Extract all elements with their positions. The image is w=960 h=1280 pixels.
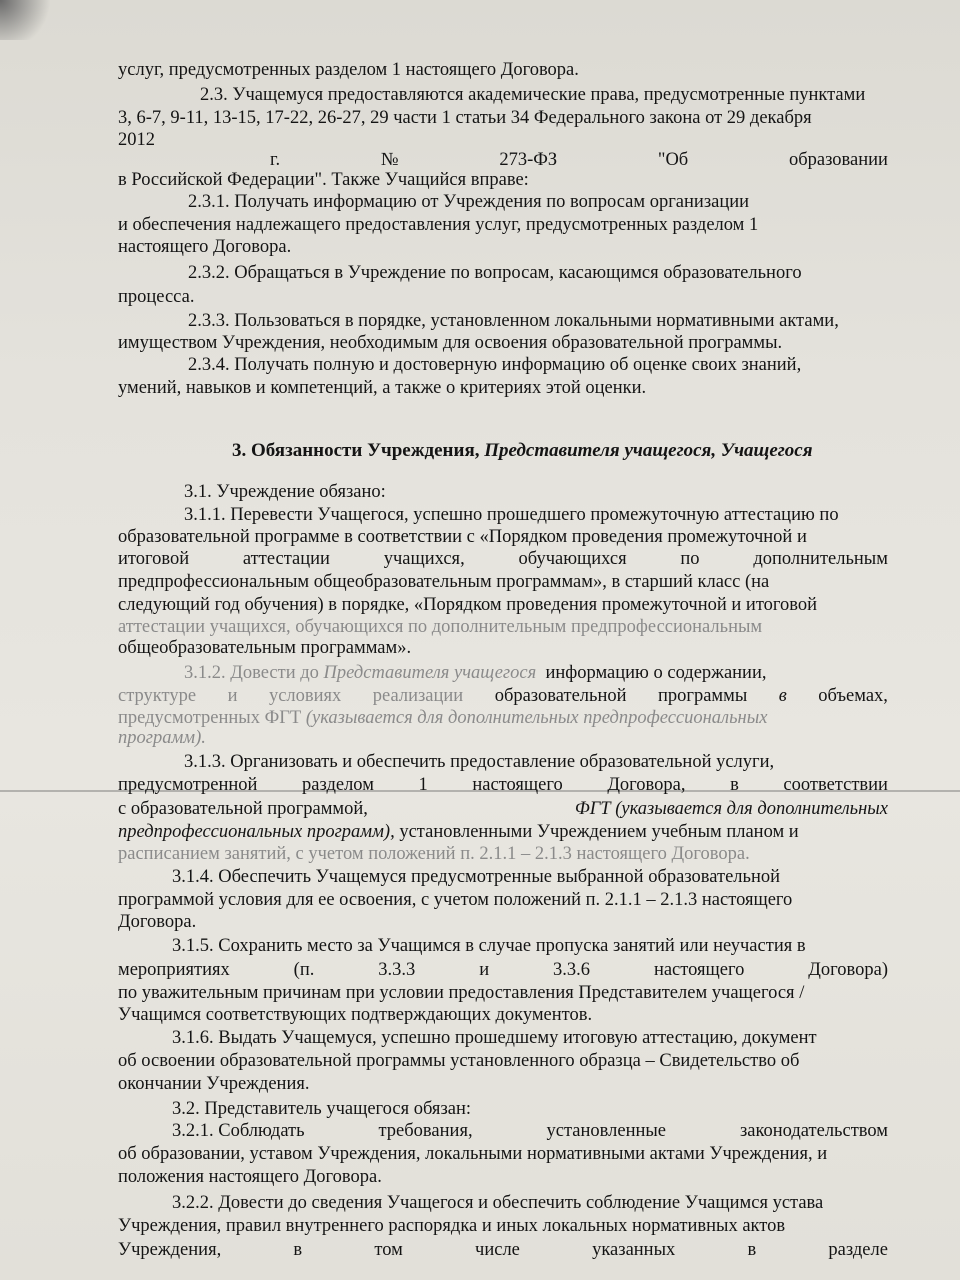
clause-3-1-6: 3.1.6. Выдать Учащемуся, успешно прошедшему итоговую аттестацию, документ [172, 1028, 817, 1048]
clause-3-1-3: 3.1.3. Организовать и обеспечить предоставление образовательной услуги, [184, 752, 775, 772]
text-line: положения настоящего Договора. [118, 1167, 382, 1187]
page-shadow [0, 0, 60, 40]
text-line: настоящего Договора. [118, 237, 292, 257]
text-line: предпрофессиональным общеобразовательным программам», в старший класс (на [118, 572, 770, 592]
text-line: аттестации учащихся, обучающихся по дополнительным предпрофессиональным [118, 617, 763, 637]
clause-3-1-5: 3.1.5. Сохранить место за Учащимся в случае пропуска занятий или неучастия в [172, 936, 806, 956]
text-line: процесса. [118, 287, 195, 307]
text-line: предусмотренной разделом 1 настоящего Договора, в соответствии [118, 775, 888, 795]
text-line: итоговой аттестации учащихся, обучающихся по дополнительным [118, 549, 888, 569]
section-3-heading: 3. Обязанности Учреждения, Представителя учащегося, Учащегося [232, 440, 813, 461]
text-line: Учреждения, в том числе указанных в разделе [118, 1240, 888, 1260]
text-line: об образовании, уставом Учреждения, локальными нормативными актами Учреждения, и [118, 1144, 828, 1164]
text-line: по уважительным причинам при условии предоставления Представителем учащегося / [118, 983, 805, 1003]
text-line: следующий год обучения) в порядке, «Порядком проведения промежуточной и итоговой [118, 595, 818, 615]
text-line: предпрофессиональных программ), установленными Учреждением учебным планом и [118, 822, 799, 842]
text-line: об освоении образовательной программы установленного образца – Свидетельство об [118, 1051, 800, 1071]
clause-3-1-2: 3.1.2. Довести до Представителя учащегося информацию о содержании, [184, 663, 767, 683]
text-line: мероприятиях (п. 3.3.3 и 3.3.6 настоящего Договора) [118, 960, 888, 980]
clause-2-3: 2.3. Учащемуся предоставляются академические права, предусмотренные пунктами [200, 85, 866, 105]
text-line: 2012 [118, 130, 155, 150]
text-line: в Российской Федерации". Также Учащийся вправе: [118, 170, 529, 190]
clause-3-2: 3.2. Представитель учащегося обязан: [172, 1099, 471, 1119]
text-line: структуре и условиях реализации образовательной программы в объемах, [118, 686, 888, 706]
clause-2-3-2: 2.3.2. Обращаться в Учреждение по вопросам, касающимся образовательного [188, 263, 802, 283]
text-line: 3, 6-7, 9-11, 13-15, 17-22, 26-27, 29 части 1 статьи 34 Федерального закона от 29 декабря [118, 108, 812, 128]
text-line: общеобразовательным программам». [118, 638, 412, 658]
text-line: предусмотренных ФГТ (указывается для дополнительных предпрофессиональных [118, 708, 768, 728]
clause-3-1-4: 3.1.4. Обеспечить Учащемуся предусмотренные выбранной образовательной [172, 867, 781, 887]
text-line: окончании Учреждения. [118, 1074, 310, 1094]
text-line: Учреждения, правил внутреннего распорядка и иных локальных нормативных актов [118, 1216, 786, 1236]
text-line: программ). [118, 728, 206, 748]
clause-2-3-1: 2.3.1. Получать информацию от Учреждения по вопросам организации [188, 192, 750, 212]
clause-2-3-4: 2.3.4. Получать полную и достоверную информацию об оценке своих знаний, [188, 355, 802, 375]
text-line: с образовательной программой, ФГТ (указывается для дополнительных [118, 799, 888, 819]
text-line: Договора. [118, 912, 197, 932]
text-line: программой условия для ее освоения, с учетом положений п. 2.1.1 – 2.1.3 настоящего [118, 890, 793, 910]
text-line: имуществом Учреждения, необходимым для освоения образовательной программы. [118, 333, 783, 353]
text-line: умений, навыков и компетенций, а также о критериях этой оценки. [118, 378, 647, 398]
clause-3-1: 3.1. Учреждение обязано: [184, 482, 386, 502]
clause-2-3-3: 2.3.3. Пользоваться в порядке, установленном локальными нормативными актами, [188, 311, 839, 331]
text-line: услуг, предусмотренных разделом 1 настоящего Договора. [118, 60, 579, 80]
text-line: образовательной программе в соответствии с «Порядком проведения промежуточной и [118, 527, 807, 547]
text-line: Учащимся соответствующих подтверждающих документов. [118, 1005, 593, 1025]
text-line: г. № 273-ФЗ "Об образовании [270, 150, 888, 170]
text-line: расписанием занятий, с учетом положений п. 2.1.1 – 2.1.3 настоящего Договора. [118, 844, 750, 864]
text-line: и обеспечения надлежащего предоставления услуг, предусмотренных разделом 1 [118, 215, 759, 235]
clause-3-2-1: 3.2.1. Соблюдать требования, установленные законодательством [172, 1121, 888, 1141]
clause-3-2-2: 3.2.2. Довести до сведения Учащегося и обеспечить соблюдение Учащимся устава [172, 1193, 824, 1213]
clause-3-1-1: 3.1.1. Перевести Учащегося, успешно прошедшего промежуточную аттестацию по [184, 505, 839, 525]
